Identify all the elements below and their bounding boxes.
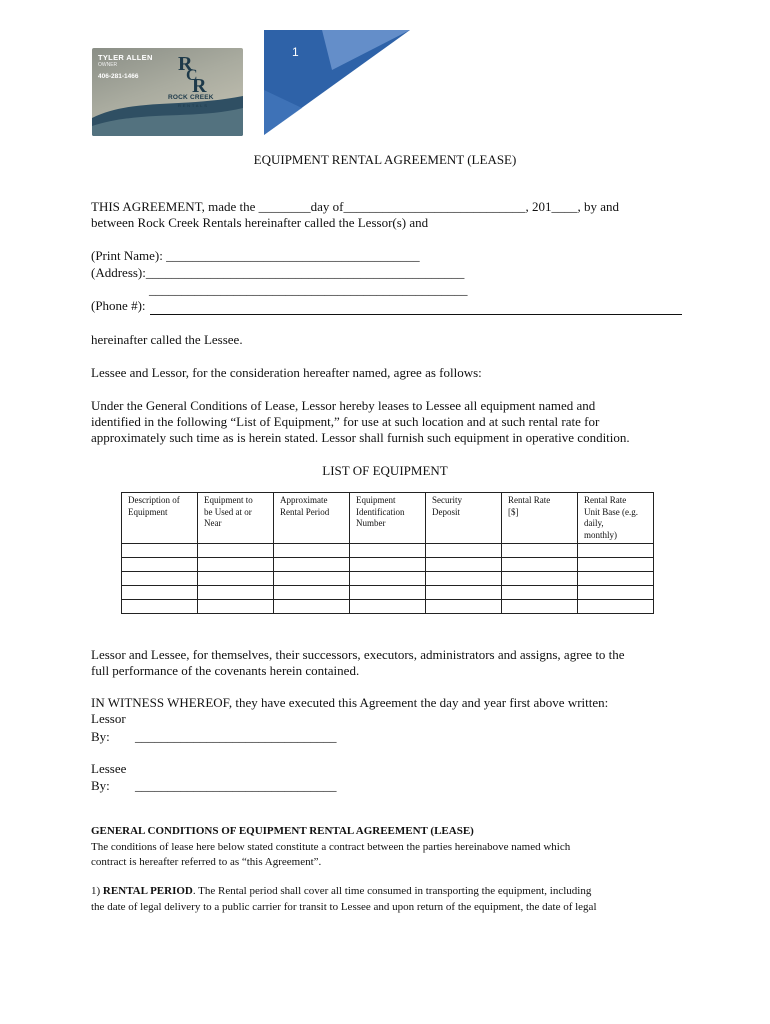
table-cell bbox=[198, 558, 274, 572]
header-text: Near bbox=[204, 518, 222, 528]
agreement-line-2: between Rock Creek Rentals hereinafter called the Lessor(s) and bbox=[91, 215, 429, 230]
header-text: monthly) bbox=[584, 529, 617, 540]
covenants-line-2: full performance of the covenants herein contained. bbox=[91, 663, 360, 678]
table-cell bbox=[122, 586, 198, 600]
table-cell bbox=[350, 600, 426, 614]
table-cell bbox=[274, 600, 350, 614]
table-cell bbox=[122, 600, 198, 614]
lessee-signature-line: _______________________________ bbox=[135, 778, 337, 793]
table-cell bbox=[578, 544, 654, 558]
phone-underline bbox=[150, 314, 682, 315]
header-text: Rental Period bbox=[280, 506, 330, 517]
header-text: Deposit bbox=[432, 506, 460, 517]
address-field: (Address):_________________________________________________ bbox=[91, 265, 465, 280]
card-company-name: ROCK CREEK bbox=[168, 94, 214, 101]
lessee-label: Lessee bbox=[91, 761, 127, 776]
header-text: Description of bbox=[128, 495, 180, 505]
rental-period-number: 1) bbox=[91, 885, 103, 897]
header-text: be Used at or bbox=[204, 506, 252, 517]
header-location bbox=[198, 493, 274, 544]
header-text: Rental Rate bbox=[508, 495, 551, 505]
table-cell bbox=[426, 558, 502, 572]
business-card-logo bbox=[92, 48, 243, 136]
covenants-line-1: Lessor and Lessee, for themselves, their successors, executors, administrators and assigns, agree to the bbox=[91, 647, 625, 662]
equipment-table-body bbox=[122, 544, 654, 614]
table-row bbox=[122, 544, 654, 558]
table-cell bbox=[578, 600, 654, 614]
svg-text:C: C bbox=[186, 67, 198, 84]
table-cell bbox=[426, 600, 502, 614]
table-cell bbox=[198, 586, 274, 600]
svg-text:R: R bbox=[192, 75, 207, 94]
header-rental-rate bbox=[502, 493, 578, 544]
table-cell bbox=[502, 572, 578, 586]
witness-line: IN WITNESS WHEREOF, they have executed this Agreement the day and year first above written: bbox=[91, 695, 609, 710]
table-row bbox=[122, 558, 654, 572]
header-text: daily, bbox=[584, 518, 604, 528]
table-cell bbox=[274, 558, 350, 572]
header-identification-number bbox=[350, 493, 426, 544]
general-conditions-heading: GENERAL CONDITIONS OF EQUIPMENT RENTAL AGREEMENT (LEASE) bbox=[91, 825, 474, 837]
card-owner-title: OWNER bbox=[98, 62, 118, 68]
header-rental-period bbox=[274, 493, 350, 544]
lessor-label: Lessor bbox=[91, 711, 126, 726]
header-security-deposit bbox=[426, 493, 502, 544]
table-cell bbox=[350, 586, 426, 600]
header-text: Approximate bbox=[280, 495, 328, 505]
header-text: Unit Base (e.g. bbox=[584, 506, 638, 517]
table-cell bbox=[350, 572, 426, 586]
conditions-para-line-3: approximately such time as is herein stated. Lessor shall furnish such equipment in operative condition. bbox=[91, 430, 630, 445]
table-row bbox=[122, 600, 654, 614]
rental-period-heading: RENTAL PERIOD bbox=[102, 885, 193, 897]
header-text: [$] bbox=[508, 506, 519, 517]
table-cell bbox=[426, 572, 502, 586]
lessor-signature-line: _______________________________ bbox=[135, 729, 337, 744]
page-number: 1 bbox=[292, 45, 299, 59]
table-cell bbox=[122, 558, 198, 572]
header-text: Identification bbox=[356, 506, 405, 517]
header-text: Rental Rate bbox=[584, 495, 627, 505]
rcr-monogram-logo bbox=[174, 50, 214, 94]
table-cell bbox=[502, 586, 578, 600]
print-name-field: (Print Name): _______________________________________ bbox=[91, 248, 420, 263]
rental-period-text: . The Rental period shall cover all time consumed in transporting the equipment, including bbox=[192, 885, 592, 897]
table-cell bbox=[426, 544, 502, 558]
rental-period-line-1 bbox=[91, 884, 591, 899]
lessor-by-label: By: bbox=[91, 729, 110, 744]
header-banner-graphic bbox=[262, 30, 412, 135]
conditions-para-line-2: identified in the following “List of Equipment,” for use at such location and at such rental rate for bbox=[91, 414, 600, 429]
table-row bbox=[122, 586, 654, 600]
table-cell bbox=[198, 544, 274, 558]
rental-period-line-2: the date of legal delivery to a public carrier for transit to Lessee and upon return of the equipment, the date of legal bbox=[91, 901, 597, 913]
general-conditions-line-2: contract is hereafter referred to as “this Agreement”. bbox=[91, 856, 322, 868]
table-cell bbox=[198, 600, 274, 614]
address-field-line-2: _________________________________________________ bbox=[149, 282, 468, 297]
header-description bbox=[122, 493, 198, 544]
table-cell bbox=[578, 558, 654, 572]
card-phone: 406-281-1466 bbox=[98, 73, 139, 80]
header-text: Equipment bbox=[128, 506, 168, 517]
header-text: Equipment to bbox=[204, 495, 253, 505]
table-cell bbox=[502, 544, 578, 558]
lessee-by-label: By: bbox=[91, 778, 110, 793]
agreement-line-1: THIS AGREEMENT, made the ________day of____________________________, 201____, by and bbox=[91, 199, 620, 214]
general-conditions-line-1: The conditions of lease here below stated constitute a contract between the parties hereinabove named which bbox=[91, 841, 571, 853]
table-cell bbox=[350, 558, 426, 572]
table-cell bbox=[274, 572, 350, 586]
header-text: Equipment bbox=[356, 495, 396, 505]
card-company-sub: RENTALS bbox=[178, 103, 209, 108]
table-cell bbox=[274, 544, 350, 558]
conditions-para-line-1: Under the General Conditions of Lease, Lessor hereby leases to Lessee all equipment named and bbox=[91, 398, 596, 413]
lessee-line: hereinafter called the Lessee. bbox=[91, 332, 243, 347]
header-text: Security bbox=[432, 495, 462, 505]
equipment-table bbox=[121, 492, 654, 614]
table-cell bbox=[502, 600, 578, 614]
table-cell bbox=[426, 586, 502, 600]
document-title: EQUIPMENT RENTAL AGREEMENT (LEASE) bbox=[253, 152, 517, 167]
table-cell bbox=[122, 572, 198, 586]
table-cell bbox=[578, 572, 654, 586]
table-row bbox=[122, 572, 654, 586]
svg-text:R: R bbox=[178, 53, 193, 75]
phone-field: (Phone #): bbox=[91, 298, 146, 313]
table-cell bbox=[198, 572, 274, 586]
table-cell bbox=[122, 544, 198, 558]
header-text: Number bbox=[356, 518, 386, 528]
consideration-line: Lessee and Lessor, for the consideration hereafter named, agree as follows: bbox=[91, 365, 482, 380]
equipment-table-header-row bbox=[122, 493, 654, 544]
table-cell bbox=[578, 586, 654, 600]
header-rate-unit-base bbox=[578, 493, 654, 544]
table-cell bbox=[502, 558, 578, 572]
table-cell bbox=[274, 586, 350, 600]
list-of-equipment-title: LIST OF EQUIPMENT bbox=[322, 463, 448, 478]
table-cell bbox=[350, 544, 426, 558]
card-owner-name: TYLER ALLEN bbox=[98, 53, 153, 62]
